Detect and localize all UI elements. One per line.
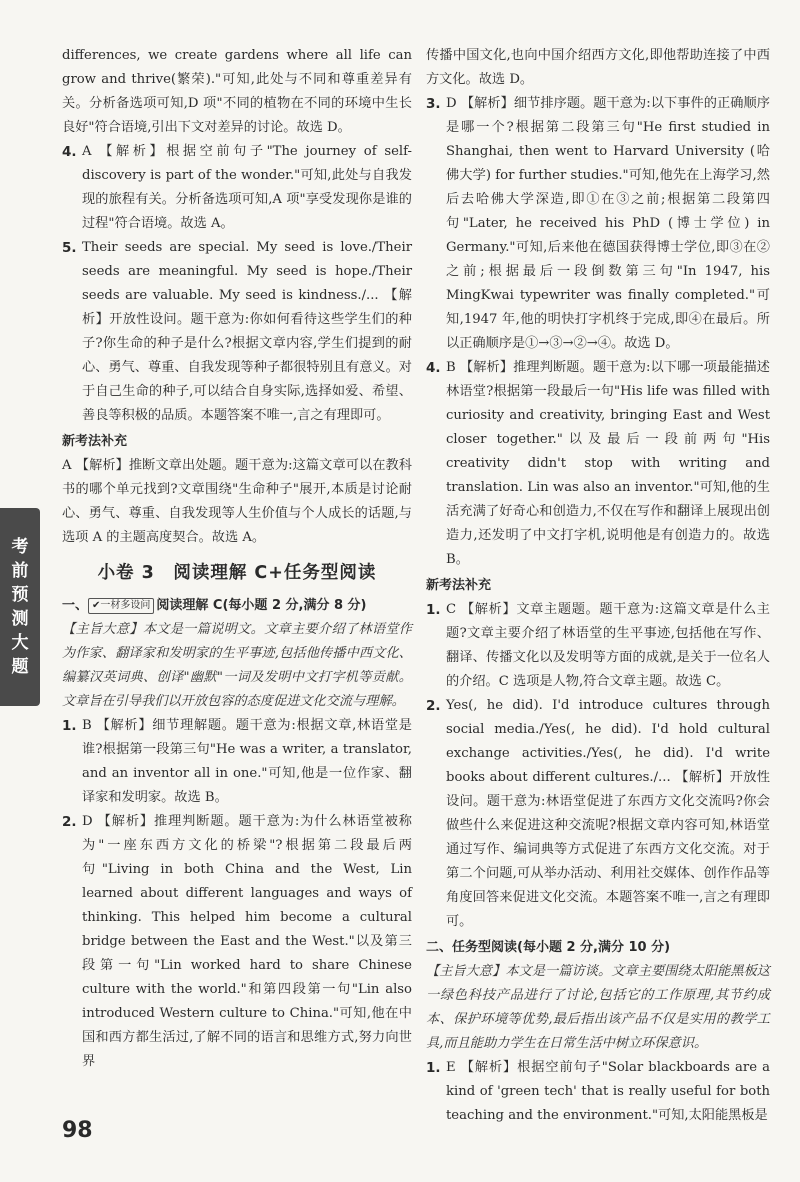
item-text: Yes(, he did). I'd introduce cultures through social media./Yes(, he did). I'd hold cultural exchange activities./Yes(, he did). I'd write books about different cultures./... 【解析】开放性设问。题干意为:林语堂促进了东西方文化交流吗?你会做些什么来促进这种交流呢?根据文章内容可知,林语堂通过写作、编词典等方式促进了东西方文化交流。对于第二个问题,可从举办活动、利用社交媒体、创作作品等角度回答来促进文化交流。本题答案不唯一,言之有理即可。	[446, 698, 770, 929]
item-text: D 【解析】推理判断题。题干意为:为什么林语堂被称为"一座东西方文化的桥梁"?根据第二段最后两句"Living in both China and the West, Lin learned about different languages and ways of thinking. This helped him become a cultural bridge between the East and the West."以及第三段第一句"Lin worked hard to share Chinese culture with the world."和第四段第一句"Lin also introduced Western culture to China."可知,他在中国和西方都生活过,了解不同的语言和思维方式,努力向世界	[82, 814, 412, 1069]
left-column	[62, 44, 412, 1074]
section-heading-1	[62, 594, 412, 618]
continued-paragraph: 传播中国文化,也向中国介绍西方文化,即他帮助连接了中西方文化。故选 D。	[426, 48, 770, 87]
side-tab	[0, 508, 40, 706]
right-column	[426, 44, 770, 1128]
answer-item-c4	[426, 356, 770, 572]
item-number: 2.	[426, 698, 441, 714]
item-text: D 【解析】细节排序题。题干意为:以下事件的正确顺序是哪一个?根据第二段第三句"He first studied in Shanghai, then went to Harvard University (哈佛大学) for further studies."可知,他先在上海学习,然后去哈佛大学深造,即①在③之前;根据第二段第四句"Later, he received his PhD (博士学位) in Germany."可知,后来他在德国获得博士学位,即③在②之前;根据最后一段倒数第三句"In 1947, his MingKwai typewriter was finally completed."可知,1947 年,他的明快打字机终于完成,即④在最后。所以正确顺序是①→③→②→④。故选 D。	[446, 96, 770, 351]
item-text: Their seeds are special. My seed is love./Their seeds are meaningful. My seed is hope./Their seeds are valuable. My seed is kindness./... 【解析】开放性设问。题干意为:你如何看待这些学生们的种子?你生命的种子是什么?根据文章内容,学生们提到的耐心、勇气、尊重、自我发现等种子都很特别且有意义。对于自己生命的种子,可以结合自身实际,选择如爱、希望、善良等积极的品质。本题答案不唯一,言之有理即可。	[82, 240, 412, 423]
item-number: 2.	[62, 814, 77, 830]
side-tab-char: 大	[11, 633, 29, 653]
side-tab-char: 前	[11, 561, 29, 581]
item-text: B 【解析】细节理解题。题干意为:根据文章,林语堂是谁?根据第一段第三句"He was a writer, a translator, and an inventor all in one."可知,他是一位作家、翻译家和发明家。故选 B。	[82, 718, 412, 805]
answer-item-4	[62, 140, 412, 236]
new-supplement-heading: 新考法补充	[426, 578, 492, 593]
side-tab-char: 测	[11, 609, 29, 629]
new-supplement-heading: 新考法补充	[62, 434, 128, 449]
answer-item-c2	[62, 810, 412, 1074]
item-number: 3.	[426, 96, 441, 112]
section-prefix: 一、	[62, 598, 89, 613]
item-number: 1.	[62, 718, 77, 734]
new-supplement-text: A 【解析】推断文章出处题。题干意为:这篇文章可以在教科书的哪个单元找到?文章围绕"生命种子"展开,本质是讨论耐心、勇气、尊重、自我发现等人生价值与个人成长的话题,与选项 A 的主题高度契合。故选 A。	[62, 458, 412, 545]
item-number: 4.	[426, 360, 441, 376]
section-heading-2: 二、任务型阅读(每小题 2 分,满分 10 分)	[426, 940, 671, 955]
item-text: A 【解析】根据空前句子"The journey of self-discovery is part of the wonder."可知,此处与自我发现的旅程有关。分析备选项可知,A 项"享受发现你是谁的过程"符合语境。故选 A。	[82, 144, 412, 231]
answer-item-5	[62, 236, 412, 428]
answer-item-c3	[426, 92, 770, 356]
side-tab-char: 预	[11, 585, 29, 605]
volume-title: 小卷 3 阅读理解 C+任务型阅读	[97, 563, 377, 583]
section-tag-label: 一材多设问	[100, 600, 151, 611]
side-tab-char: 考	[11, 537, 29, 557]
summary-paragraph: 【主旨大意】本文是一篇访谈。文章主要围绕太阳能黑板这一绿色科技产品进行了讨论,包括它的工作原理,其节约成本、保护环境等优势,最后指出该产品不仅是实用的教学工具,而且能助力学生在日常生活中树立环保意识。	[426, 964, 770, 1051]
supplement-item-2	[426, 694, 770, 934]
item-number: 4.	[62, 144, 77, 160]
check-icon: ✔	[92, 600, 101, 611]
section-tag	[88, 598, 154, 614]
item-text: E 【解析】根据空前句子"Solar blackboards are a kind of 'green tech' that is really useful for both teaching and the environment."可知,太阳能黑板是	[446, 1060, 770, 1123]
item-text: C 【解析】文章主题题。题干意为:这篇文章是什么主题?文章主要介绍了林语堂的生平事迹,包括他在写作、翻译、传播文化以及发明等方面的成就,是关于一位名人的介绍。C 选项是人物,符合文章主题。故选 C。	[446, 602, 770, 689]
side-tab-char: 题	[11, 657, 29, 677]
page-number: 98	[62, 1118, 93, 1143]
continued-paragraph: differences, we create gardens where all life can grow and thrive(繁荣)."可知,此处与不同和尊重差异有关。分析备选项可知,D 项"不同的植物在不同的环境中生长良好"符合语境,引出下文对差异的讨论。故选 D。	[62, 48, 412, 135]
item-text: B 【解析】推理判断题。题干意为:以下哪一项最能描述林语堂?根据第一段最后一句"His life was filled with curiosity and creativity, bringing East and West closer together."以及最后一段前两句"His creativity didn't stop with writing and translation. Lin was also an inventor."可知,他的生活充满了好奇心和创造力,不仅在写作和翻译上展现出创造力,还发明了中文打字机,说明他是有创造力的。故选 B。	[446, 360, 770, 567]
supplement-item-1	[426, 598, 770, 694]
section-title: 阅读理解 C(每小题 2 分,满分 8 分)	[156, 598, 367, 613]
item-number: 1.	[426, 602, 441, 618]
summary-paragraph: 【主旨大意】本文是一篇说明文。文章主要介绍了林语堂作为作家、翻译家和发明家的生平事迹,包括他传播中西文化、编纂汉英词典、创译"幽默"一词及发明中文打字机等贡献。文章旨在引导我们以开放包容的态度促进文化交流与理解。	[62, 622, 412, 709]
answer-item-t1	[426, 1056, 770, 1128]
answer-item-c1	[62, 714, 412, 810]
item-number: 5.	[62, 240, 77, 256]
item-number: 1.	[426, 1060, 441, 1076]
